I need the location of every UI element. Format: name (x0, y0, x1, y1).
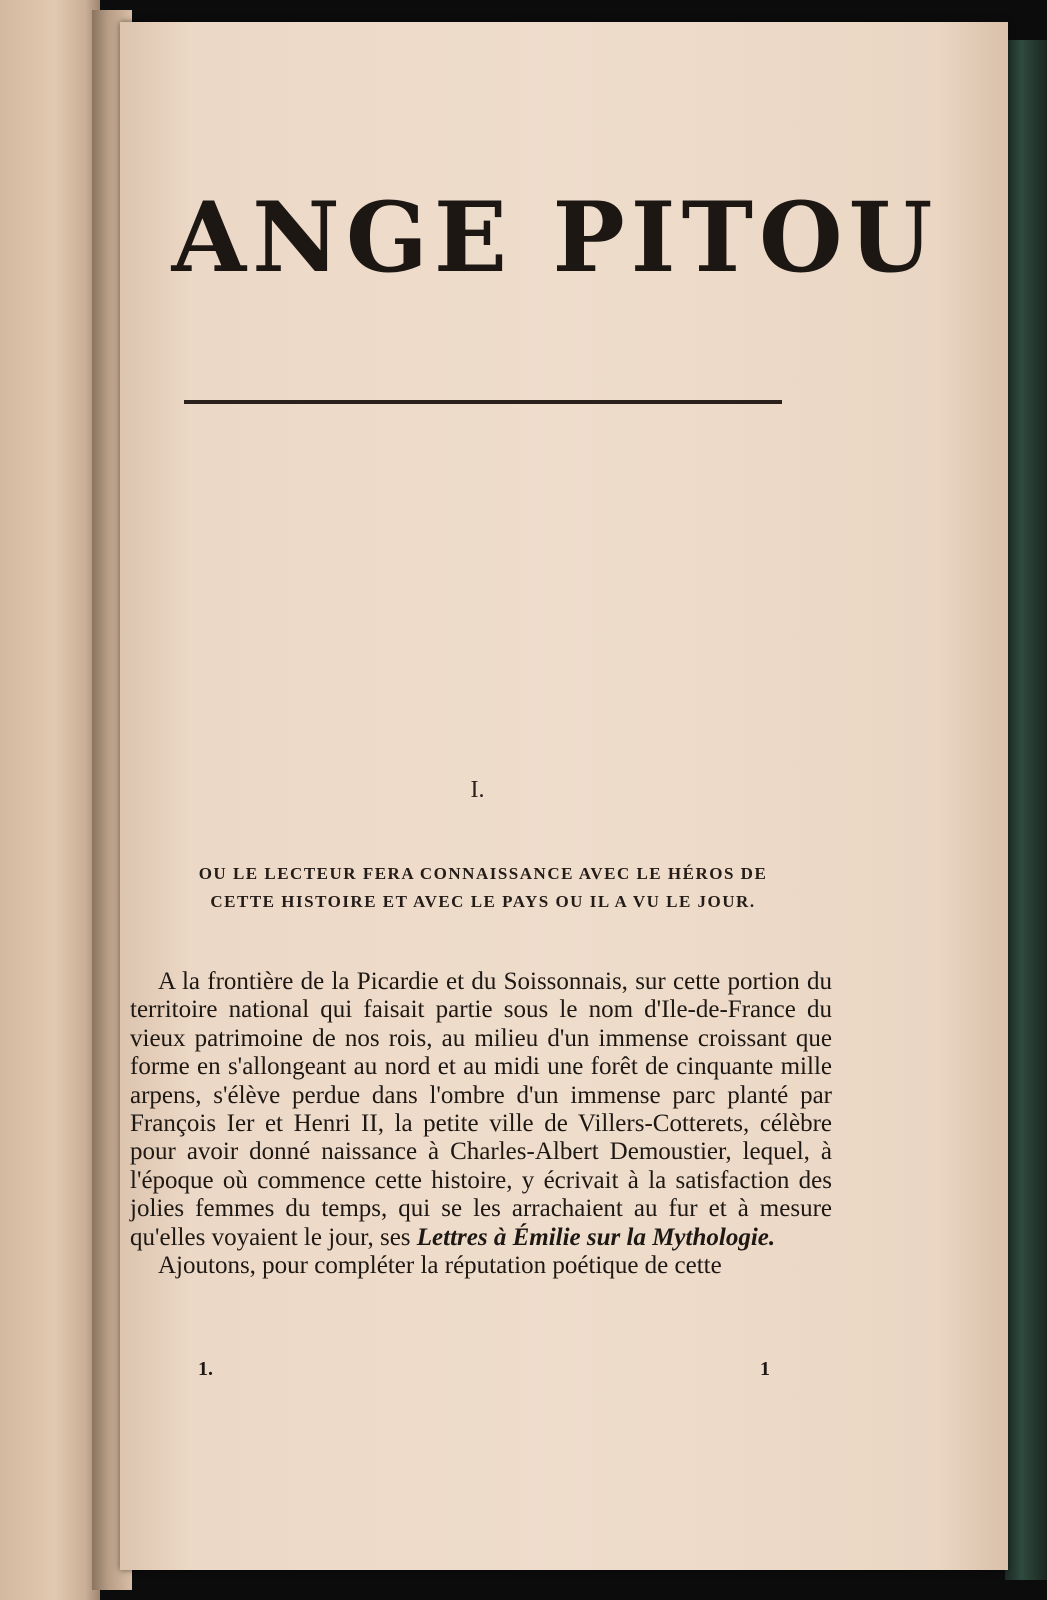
paragraph-1-italic: Lettres à Émilie sur la Mythologie. (416, 1223, 776, 1251)
book-title: ANGE PITOU (171, 181, 939, 294)
book-page (120, 22, 1008, 1570)
body-text (130, 968, 832, 1280)
paragraph-2: Ajoutons, pour compléter la réputation poétique de cette (158, 1252, 722, 1280)
left-page-edge (0, 0, 100, 1600)
title-rule (184, 400, 782, 404)
signature-mark: 1. (198, 1358, 213, 1380)
chapter-number: I. (470, 777, 485, 803)
paragraph-1 (130, 968, 832, 1252)
book-cover-edge (1005, 40, 1047, 1580)
page-number: 1 (760, 1358, 770, 1380)
chapter-heading-line2: CETTE HISTOIRE ET AVEC LE PAYS OU IL A VU LE JOUR. (210, 892, 756, 911)
chapter-heading-line1: OU LE LECTEUR FERA CONNAISSANCE AVEC LE HÉROS DE (198, 864, 768, 883)
paragraph-1-text: A la frontière de la Picardie et du Soissonnais, sur cette portion du territoire national qui faisait partie sous le nom d'Ile-de-France du vieux patrimoine de nos rois, au milieu d'un immense croissant que forme en s'allongeant au nord et au midi une forêt de cinquante mille arpens, s'élève perdue dans l'ombre d'un immense parc planté par François Ier et Henri II, la petite ville de Villers-Cotterets, célèbre pour avoir donné naissance à Charles-Albert Demoustier, lequel, à l'époque où commence cette histoire, y écrivait à la satisfaction des jolies femmes du temps, qui se les arrachaient au fur et à mesure qu'elles voyaient le jour, ses (130, 968, 832, 1251)
chapter-heading (138, 860, 828, 916)
